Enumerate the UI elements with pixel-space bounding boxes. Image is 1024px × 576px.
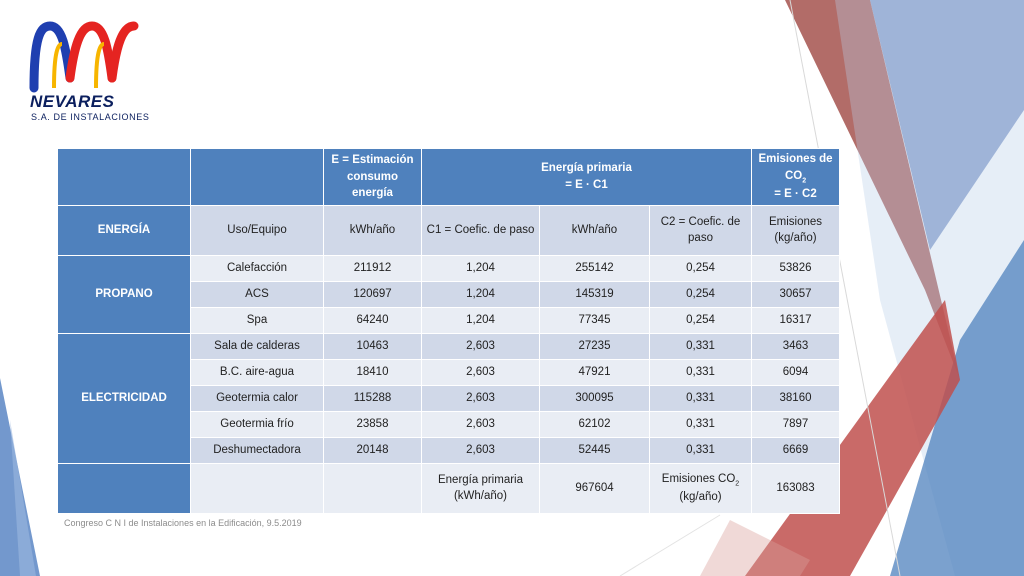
cell-c2: 0,254 (650, 307, 752, 333)
total-emisiones-label: Emisiones $CO_2$ (kg/año) (650, 463, 752, 513)
cell-em: 53826 (752, 255, 840, 281)
cell-uso: Calefacción (191, 255, 324, 281)
cell-ep: 300095 (540, 385, 650, 411)
group-electricidad: ELECTRICIDAD (58, 333, 191, 463)
total-primaria-value: 967604 (540, 463, 650, 513)
cell-c2: 0,331 (650, 437, 752, 463)
col-kwh-2: kWh/año (540, 205, 650, 255)
cell-e: 10463 (324, 333, 422, 359)
cell-uso: Sala de calderas (191, 333, 324, 359)
cell-em: 3463 (752, 333, 840, 359)
cell-c2: 0,331 (650, 333, 752, 359)
totals-row (58, 463, 840, 513)
cell-c1: 1,204 (422, 255, 540, 281)
col-emisiones: Emisiones (kg/año) (752, 205, 840, 255)
cell-c1: 2,603 (422, 437, 540, 463)
header-row-1 (58, 149, 840, 206)
cell-e: 18410 (324, 359, 422, 385)
cell-e: 64240 (324, 307, 422, 333)
cell-uso: ACS (191, 281, 324, 307)
cell-em: 6094 (752, 359, 840, 385)
col-c1: C1 = Coefic. de paso (422, 205, 540, 255)
cell-uso: Deshumectadora (191, 437, 324, 463)
col-uso: Uso/Equipo (191, 205, 324, 255)
cell-e: 23858 (324, 411, 422, 437)
cell-em: 6669 (752, 437, 840, 463)
cell-e: 120697 (324, 281, 422, 307)
cell-e: 115288 (324, 385, 422, 411)
header-estimacion: E = Estimación consumo energía (324, 149, 422, 206)
col-kwh-1: kWh/año (324, 205, 422, 255)
footer-caption: Congreso C N I de Instalaciones en la Edificación, 9.5.2019 (64, 518, 302, 528)
cell-ep: 77345 (540, 307, 650, 333)
cell-e: 20148 (324, 437, 422, 463)
cell-em: 7897 (752, 411, 840, 437)
cell-uso: Geotermia frío (191, 411, 324, 437)
cell-c1: 2,603 (422, 333, 540, 359)
cell-c1: 1,204 (422, 307, 540, 333)
cell-c2: 0,254 (650, 255, 752, 281)
energy-table (57, 148, 840, 514)
cell-uso: B.C. aire-agua (191, 359, 324, 385)
cell-ep: 27235 (540, 333, 650, 359)
cell-c1: 1,204 (422, 281, 540, 307)
col-energia: ENERGÍA (58, 205, 191, 255)
cell-c2: 0,254 (650, 281, 752, 307)
header-row-2 (58, 205, 840, 255)
total-primaria-label: Energía primaria (kWh/año) (422, 463, 540, 513)
logo-name: NEVARES (30, 92, 115, 111)
cell-e: 211912 (324, 255, 422, 281)
cell-ep: 145319 (540, 281, 650, 307)
cell-ep: 47921 (540, 359, 650, 385)
cell-c1: 2,603 (422, 411, 540, 437)
table-row (58, 255, 840, 281)
cell-c2: 0,331 (650, 359, 752, 385)
cell-em: 38160 (752, 385, 840, 411)
total-emisiones-value: 163083 (752, 463, 840, 513)
cell-c2: 0,331 (650, 385, 752, 411)
cell-c1: 2,603 (422, 385, 540, 411)
cell-em: 16317 (752, 307, 840, 333)
cell-ep: 52445 (540, 437, 650, 463)
cell-uso: Geotermia calor (191, 385, 324, 411)
logo-subtitle: S.A. DE INSTALACIONES (31, 112, 150, 122)
header-primaria: Energía primaria = E · C1 (422, 149, 752, 206)
group-propano: PROPANO (58, 255, 191, 333)
table-row (58, 333, 840, 359)
header-emisiones: Emisiones de $CO_2$ = E · C2 (752, 149, 840, 206)
cell-em: 30657 (752, 281, 840, 307)
cell-c1: 2,603 (422, 359, 540, 385)
cell-ep: 255142 (540, 255, 650, 281)
col-c2: C2 = Coefic. de paso (650, 205, 752, 255)
cell-ep: 62102 (540, 411, 650, 437)
cell-uso: Spa (191, 307, 324, 333)
cell-c2: 0,331 (650, 411, 752, 437)
